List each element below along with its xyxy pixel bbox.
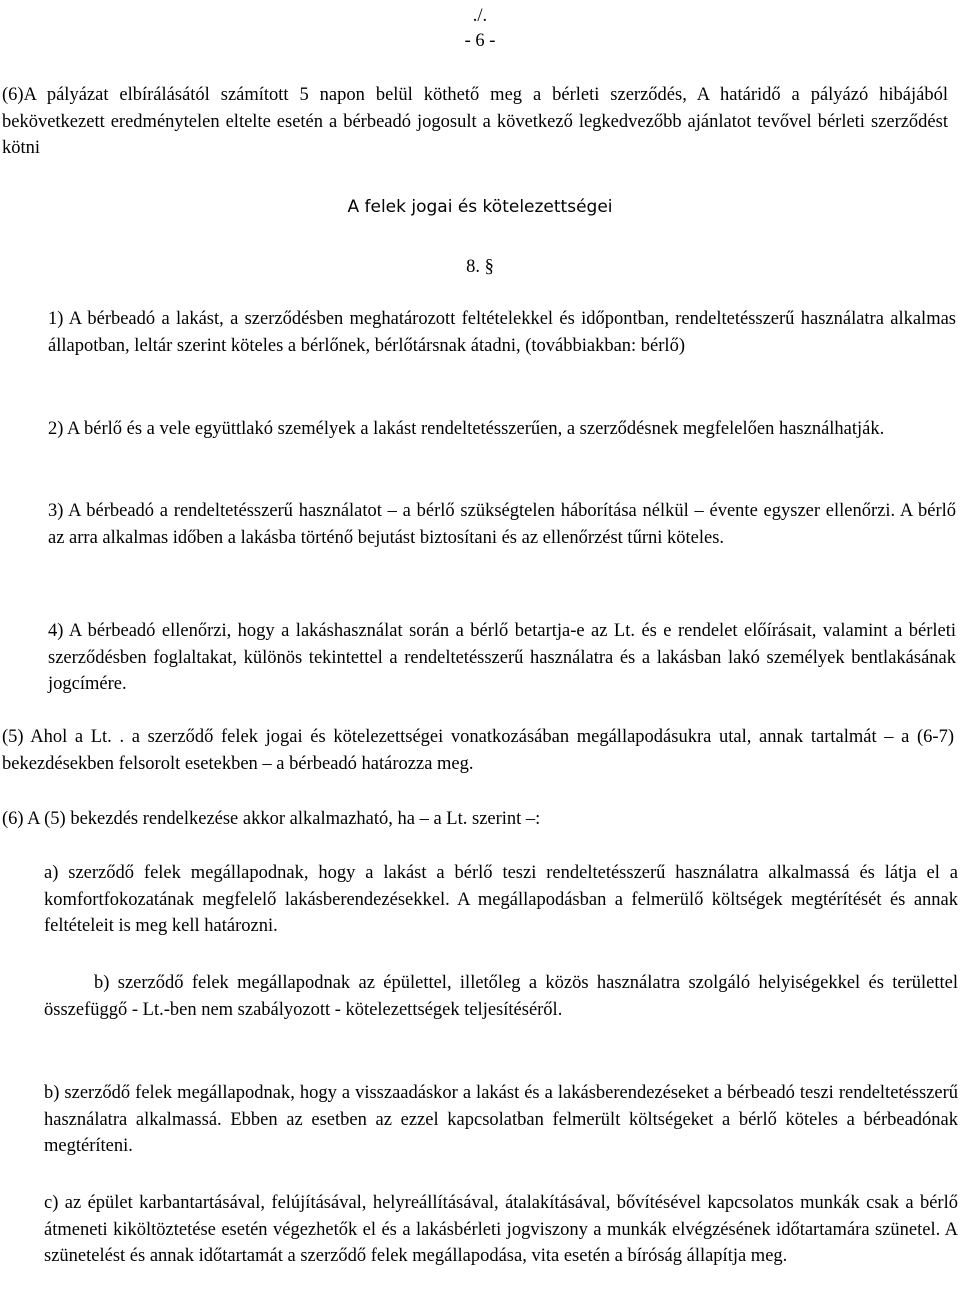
subpoint-b-second: b) szerződő felek megállapodnak, hogy a visszaadáskor a lakást és a lakásberendezéseket a bérbeadó teszi rendeltetésszerű használatra alkalmassá. Ebben az esetben az ezzel kapcsolatban felmerült költségeket a bérlő köteles a bérbeadónak megtéríteni. [44, 1083, 958, 1156]
paragraph-6: (6) A (5) bekezdés rendelkezése akkor alkalmazható, ha – a Lt. szerint –: [2, 809, 541, 829]
paragraph-5: (5) Ahol a Lt. . a szerződő felek jogai és kötelezettségei vonatkozásában megállapodásukra utal, annak tartalmát – a (6-7) bekezdésekben felsorolt esetekben – a bérbeadó határozza meg. [2, 727, 954, 774]
header-mark: ./. [472, 6, 488, 26]
section-number: 8. § [466, 257, 494, 277]
item-2: 2) A bérlő és a vele együttlakó személyek a lakást rendeltetésszerűen, a szerződésnek megfelelően használhatják. [48, 419, 885, 439]
subpoint-a: a) szerződő felek megállapodnak, hogy a lakást a bérlő teszi rendeltetésszerű használatra alkalmassá és látja el a komfortfokozatának megfelelő lakásberendezésekkel. A megállapodásban a felmerülő költségek megtérítését és annak feltételeit is meg kell határozni. [44, 863, 958, 936]
page-number: - 6 - [464, 31, 496, 51]
subpoint-b-first: b) szerződő felek megállapodnak az épülettel, illetőleg a közös használatra szolgáló helyiségekkel és területtel összefüggő - Lt.-ben nem szabályozott - kötelezettségek teljesítéséről. [44, 973, 958, 1020]
item-3: 3) A bérbeadó a rendeltetésszerű használatot – a bérlő szükségtelen háborítása nélkül – évente egyszer ellenőrzi. A bérlő az arra alkalmas időben a lakásba történő bejutást biztosítani és az ellenőrzést tűrni köteles. [48, 501, 956, 548]
paragraph-6-selection: (6)A pályázat elbírálásától számított 5 napon belül köthető meg a bérleti szerződés, A határidő a pályázó hibájából bekövetkezett eredménytelen eltelte esetén a bérbeadó jogosult a következő legkedvezőbb ajánlatot tevővel bérleti szerződést kötni [2, 85, 948, 158]
item-4: 4) A bérbeadó ellenőrzi, hogy a lakáshasználat során a bérlő betartja-e az Lt. és e rendelet előírásait, valamint a bérleti szerződésben foglaltakat, különös tekintettel a rendeltetésszerű használatra és a lakásban lakó személyek bentlakásának jogcímére. [48, 621, 956, 694]
item-1: 1) A bérbeadó a lakást, a szerződésben meghatározott feltételekkel és időpontban, rendeltetésszerű használatra alkalmas állapotban, leltár szerint köteles a bérlőnek, bérlőtársnak átadni, (továbbiakban: bérlő) [48, 309, 956, 356]
subpoint-c: c) az épület karbantartásával, felújításával, helyreállításával, átalakításával, bővítésével kapcsolatos munkák csak a bérlő átmeneti kiköltöztetése esetén végezhetők el és a lakásbérleti jogviszony a munkák elvégzésének időtartamára szünetel. A szünetelést és annak időtartamát a szerződő felek megállapodása, vita esetén a bíróság állapítja meg. [44, 1193, 958, 1266]
section-title: A felek jogai és kötelezettségei [347, 197, 613, 217]
